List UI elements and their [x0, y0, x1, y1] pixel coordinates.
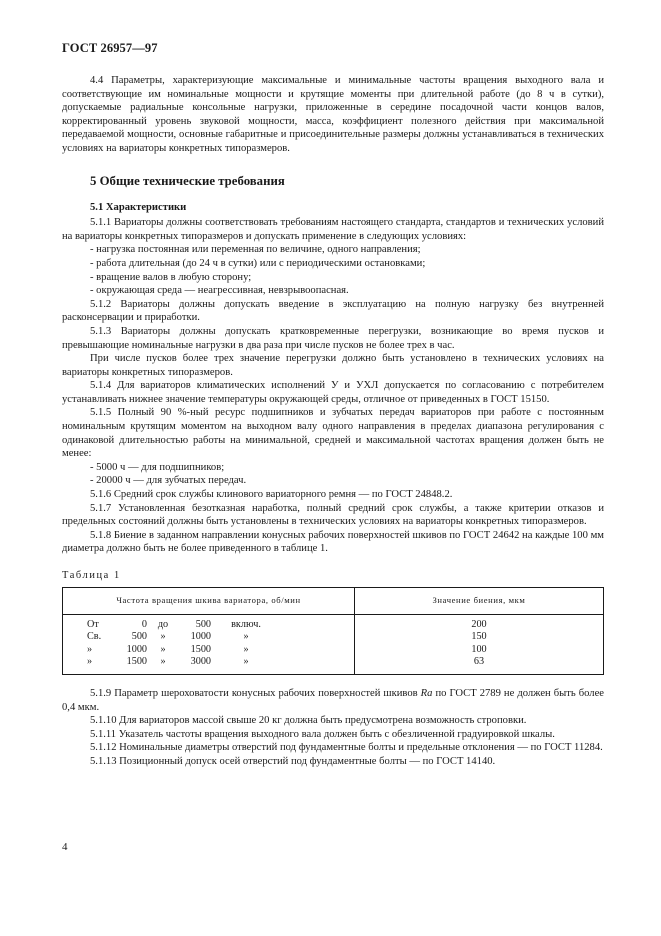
table-row: [63, 614, 604, 631]
paragraph-5-1-1: 5.1.1 Вариаторы должны соответствовать требованиям настоящего стандарта, стандартов и технических условий на вариаторы конкретных типоразмеров и допускать применение в следующих условиях:: [62, 217, 604, 242]
list-item: - 5000 ч — для подшипников;: [90, 461, 225, 473]
table-row: [63, 656, 604, 674]
table-cell-runout-value: 200: [471, 618, 487, 630]
section-title-5: 5 Общие технические требования: [90, 173, 285, 188]
table-cell-runout-value: 100: [471, 643, 487, 655]
conditions-list: [62, 243, 604, 297]
list-item: - работа длительная (до 24 ч в сутки) или с периодическими остановками;: [90, 257, 426, 269]
paragraph-5-1-2: 5.1.2 Вариаторы должны допускать введение в эксплуатацию на полную нагрузку без внутренней расконсервации и приработки.: [62, 298, 604, 324]
roughness-symbol: Ra: [420, 687, 433, 699]
table-header-rotation-frequency: Частота вращения шкива вариатора, об/мин: [63, 587, 355, 614]
list-item: - вращение валов в любую сторону;: [90, 271, 252, 283]
table-cell-frequency-range: » 1500 » 3000 »: [63, 656, 355, 674]
paragraph-5-1-6: 5.1.6 Средний срок службы клинового вариаторного ремня — по ГОСТ 24848.2.: [90, 489, 453, 501]
document-code-header: ГОСТ 26957—97: [62, 41, 158, 55]
list-item: - нагрузка постоянная или переменная по величине, одного направления;: [90, 244, 421, 256]
table-row: [63, 631, 604, 644]
page-number: 4: [62, 841, 68, 853]
list-item: - 20000 ч — для зубчатых передач.: [90, 475, 247, 487]
table-caption: Таблица 1: [62, 570, 121, 581]
paragraph-5-1-8: 5.1.8 Биение в заданном направлении конусных рабочих поверхностей шкивов по ГОСТ 24642 на каждые 100 мм диаметра должно быть не более приведенного в таблице 1.: [62, 529, 604, 555]
paragraph-5-1-4: 5.1.4 Для вариаторов климатических исполнений У и УХЛ допускается по согласованию с потребителем устанавливать нижнее значение температуры окружающей среды, отличное от приведенных в ГОСТ 15150.: [62, 380, 604, 405]
table-header-row: [63, 587, 604, 614]
document-body: [62, 74, 604, 769]
paragraph-5-1-3: 5.1.3 Вариаторы должны допускать кратковременные перегрузки, возникающие во время пусков и превышающие номинальные нагрузки в два раза при числе пусков не более трех в час.: [62, 325, 604, 351]
subsection-title-5-1: 5.1 Характеристики: [90, 201, 187, 213]
paragraph-5-1-3-continued: При числе пусков более трех значение перегрузки должно быть установлено в технических условиях на вариаторы конкретных типоразмеров.: [62, 353, 604, 378]
paragraph-5-1-13: 5.1.13 Позиционный допуск осей отверстий под фундаментные болты — по ГОСТ 14140.: [90, 755, 496, 767]
resources-list: [62, 461, 604, 488]
paragraph-5-1-7: 5.1.7 Установленная безотказная наработка, полный средний срок службы, а также критерии отказов и предельных состояний должны быть установлены в технических условиях на вариаторы конкретных типоразмеров.: [62, 502, 604, 528]
table-cell-frequency-range: Св. 500 » 1000 »: [63, 631, 355, 644]
table-cell-runout-value: 150: [471, 631, 487, 643]
paragraph-4-4: 4.4 Параметры, характеризующие максимальные и минимальные частоты вращения выходного вала и соответствующие им номинальные мощности и крутящие моменты при длительной работе (до 8 ч в сутки), допускаемые радиальные консольные нагрузки, приложенные в середине посадочной части концов валов, корректированный уровень звуковой мощности, масса, коэффициент полезного действия при максимальной передаваемой мощности, основные габаритные и присоединительные размеры должны устанавливаться в технических условиях на вариаторы конкретных типоразмеров.: [62, 75, 604, 154]
paragraph-5-1-5: 5.1.5 Полный 90 %-ный ресурс подшипников и зубчатых передач вариаторов при работе с постоянным номинальным крутящим моментом на выходном валу одного направления в пределах диапазона регулирования с одинаковой длительностью работы на минимальной, средней и максимальной частотах вращения должен быть не менее:: [62, 407, 604, 460]
paragraph-5-1-9: 5.1.9 Параметр шероховатости конусных рабочих поверхностей шкивов Ra по ГОСТ 2789 не должен быть более 0,4 мкм.: [62, 687, 604, 713]
table-row: [63, 644, 604, 657]
table-cell-runout-value: 63: [473, 656, 485, 668]
table-cell-frequency-range: » 1000 » 1500 »: [63, 644, 355, 657]
table-cell-frequency-range: От 0 до 500 включ.: [63, 614, 355, 631]
table-header-runout-value: Значение биения, мкм: [355, 587, 604, 614]
paragraph-5-1-11: 5.1.11 Указатель частоты вращения выходного вала должен быть с обезличенной градуировкой шкалы.: [90, 728, 555, 740]
paragraph-5-1-12: 5.1.12 Номинальные диаметры отверстий под фундаментные болты и предельные отклонения — по ГОСТ 11284.: [90, 742, 603, 754]
paragraph-5-1-10: 5.1.10 Для вариаторов массой свыше 20 кг должна быть предусмотрена возможность строповки.: [90, 715, 527, 727]
runout-table: [62, 587, 604, 675]
list-item: - окружающая среда — неагрессивная, невзрывоопасная.: [90, 285, 349, 297]
